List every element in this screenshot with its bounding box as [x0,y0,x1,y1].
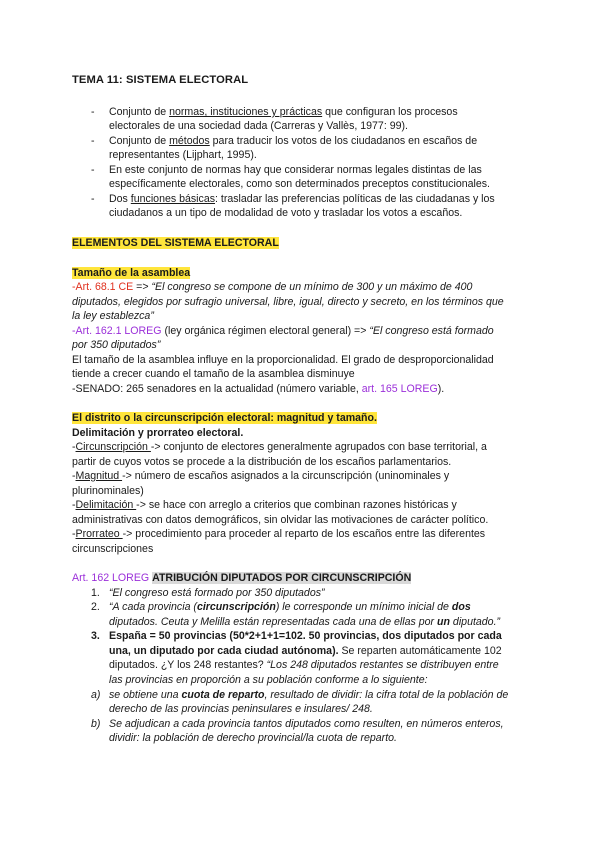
art-68-cont-1: diputados, elegidos por sufragio universal, libre, igual, directo y secreto, en los términos que [72,296,504,308]
atrib-sub-b: Se adjudican a cada provincia tantos diputados como resulten, en números enteros, [109,718,504,730]
list-letter-b: b) [91,718,101,730]
atrib-item-2: “A cada provincia (circunscripción) le corresponde un mínimo inicial de dos [109,601,471,613]
def-magnitud: -Magnitud -> número de escaños asignados a la circunscripción (uninominales y [72,470,450,482]
atrib-item-3-cont-2: diputados. ¿Y los 248 restantes? “Los 248 diputados restantes se distribuyen entre [109,659,499,671]
def-circunscripcion: -Circunscripción -> conjunto de electores generalmente agrupados con base territorial, a [72,441,487,453]
art-68-line: -Art. 68.1 CE => “El congreso se compone de un mínimo de 300 y un máximo de 400 [72,281,473,293]
bullet-dash: - [91,193,95,205]
intro-bullet-1: Conjunto de normas, instituciones y prácticas que configuran los procesos [109,106,458,118]
bullet-dash: - [91,164,95,176]
def-delimitacion: -Delimitación -> se hace con arreglo a criterios que combinan razones históricas y [72,499,457,511]
list-number-3: 3. [91,630,100,642]
art-162-cont: por 350 diputados” [72,339,161,351]
intro-bullet-3: En este conjunto de normas hay que considerar normas legales distintas de las [109,164,482,176]
heading-tamano: Tamaño de la asamblea [72,267,191,279]
def-prorrateo: -Prorrateo -> procedimiento para proceder al reparto de los escaños entre las diferentes [72,528,486,540]
atrib-item-3-cont-1: una, un diputado por cada ciudad autónoma). Se reparten automáticamente 102 [109,645,502,657]
list-number-2: 2. [91,601,100,613]
intro-bullet-3-cont: específicamente electorales, como son determinados preceptos constitucionales. [109,178,490,190]
intro-bullet-2-cont: representantes (Lijphart, 1995). [109,149,257,161]
atrib-sub-a: se obtiene una cuota de reparto, resultado de dividir: la cifra total de la población de [109,689,509,701]
atrib-item-3: España = 50 provincias (50*2+1+1=102. 50 provincias, dos diputados por cada [109,630,502,642]
art-68-cont-2: la ley establezca” [72,310,154,322]
tamano-paragraph-2: tiende a crecer cuando el tamaño de la asamblea disminuye [72,368,355,380]
section-heading-elementos: ELEMENTOS DEL SISTEMA ELECTORAL [72,237,279,249]
art-162-line: -Art. 162.1 LOREG (ley orgánica régimen electoral general) => “El congreso está formado [72,325,494,337]
intro-bullet-4: Dos funciones básicas: trasladar las preferencias políticas de las ciudadanas y los [109,193,495,205]
atrib-item-1: “El congreso está formado por 350 diputados” [109,587,325,599]
atrib-item-2-cont: diputados. Ceuta y Melilla están representadas cada una de ellas por un diputado.” [109,616,501,628]
heading-distrito: El distrito o la circunscripción electoral: magnitud y tamaño. [72,412,377,424]
list-letter-a: a) [91,689,101,701]
list-number-1: 1. [91,587,100,599]
subheading-delimitacion: Delimitación y prorrateo electoral. [72,427,244,439]
def-delimitacion-cont: administrativas con datos demográficos, sin olvidar las motivaciones de carácter político. [72,514,489,526]
intro-bullet-2: Conjunto de métodos para traducir los votos de los ciudadanos en escaños de [109,135,478,147]
atrib-sub-a-cont: derecho de las provincias peninsulares e insulares/ 248. [109,703,373,715]
atrib-item-3-cont-3: las provincias en proporción a su población conforme a lo siguiente: [109,674,428,686]
page-title: TEMA 11: SISTEMA ELECTORAL [72,74,249,86]
def-magnitud-cont: plurinominales) [72,485,144,497]
def-prorrateo-cont: circunscripciones [72,543,154,555]
senado-line: -SENADO: 265 senadores en la actualidad (número variable, art. 165 LOREG). [72,383,445,395]
intro-bullet-4-cont: ciudadanos a un tipo de modalidad de voto y trasladar los votos a escaños. [109,207,463,219]
heading-atribucion: Art. 162 LOREG ATRIBUCIÓN DIPUTADOS POR CIRCUNSCRIPCIÓN [72,572,412,584]
intro-bullet-1-cont: electorales de una sociedad dada (Carreras y Vallès, 1977: 99). [109,120,408,132]
atrib-sub-b-cont: dividir: la población de derecho provincial/la cuota de reparto. [109,732,397,744]
def-circunscripcion-cont: partir de cuyos votos se procede a la distribución de los escaños parlamentarios. [72,456,452,468]
tamano-paragraph-1: El tamaño de la asamblea influye en la proporcionalidad. El grado de desproporcionalidad [72,354,494,366]
bullet-dash: - [91,106,95,118]
bullet-dash: - [91,135,95,147]
